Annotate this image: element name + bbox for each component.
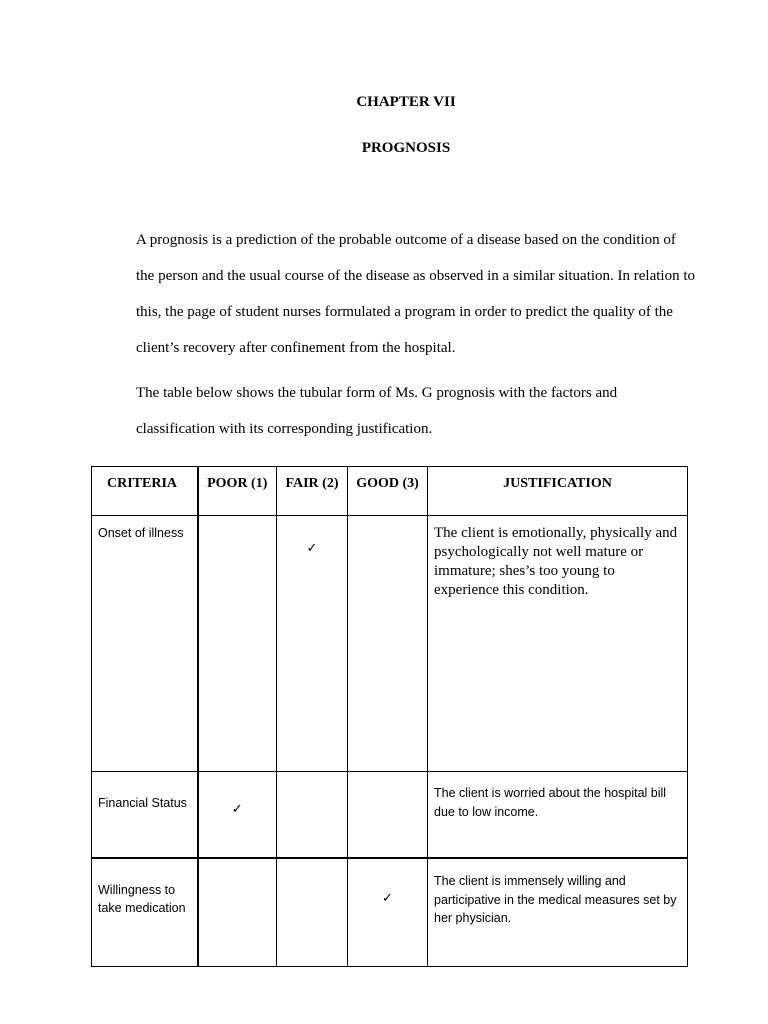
intro-paragraph: A prognosis is a prediction of the probable outcome of a disease based on the condition of the person and the usual course of the disease as observed in a similar situation. In relation to this, the page of student nurses formulated a program in order to predict the quality of the client’s recovery after confinement from the hospital. <box>136 232 696 356</box>
page-title: PROGNOSIS <box>361 140 451 156</box>
table-row <box>92 516 688 772</box>
check-mark-icon: ✓ <box>231 802 243 817</box>
check-mark-icon: ✓ <box>306 541 318 556</box>
good-cell <box>348 516 428 772</box>
fair-cell <box>277 858 348 967</box>
good-cell <box>348 858 428 967</box>
criteria-cell: Onset of illness <box>92 516 198 772</box>
table-row <box>92 858 688 967</box>
poor-cell <box>198 772 277 859</box>
table-row <box>92 772 688 859</box>
prognosis-table <box>91 466 688 967</box>
check-mark-icon: ✓ <box>382 891 393 906</box>
fair-cell <box>277 772 348 859</box>
criteria-cell: Willingness to take medication <box>92 858 198 967</box>
fair-cell <box>277 516 348 772</box>
header-criteria: CRITERIA <box>92 467 198 516</box>
poor-cell <box>198 516 277 772</box>
table-header-row <box>92 467 688 516</box>
chapter-heading: CHAPTER VII <box>356 94 456 110</box>
justification-cell: The client is immensely willing and participative in the medical measures set by her physician. <box>428 858 688 967</box>
good-cell <box>348 772 428 859</box>
justification-cell: The client is worried about the hospital bill due to low income. <box>428 772 688 859</box>
header-good: GOOD (3) <box>348 467 428 516</box>
table-intro-paragraph: The table below shows the tubular form of Ms. G prognosis with the factors and classification with its corresponding justification. <box>136 385 618 437</box>
header-fair: FAIR (2) <box>277 467 348 516</box>
poor-cell <box>198 858 277 967</box>
criteria-cell: Financial Status <box>92 772 198 859</box>
justification-cell: The client is emotionally, physically and psychologically not well mature or immature; shes’s too young to experience this condition. <box>428 516 688 772</box>
header-justification: JUSTIFICATION <box>428 467 688 516</box>
header-poor: POOR (1) <box>198 467 277 516</box>
